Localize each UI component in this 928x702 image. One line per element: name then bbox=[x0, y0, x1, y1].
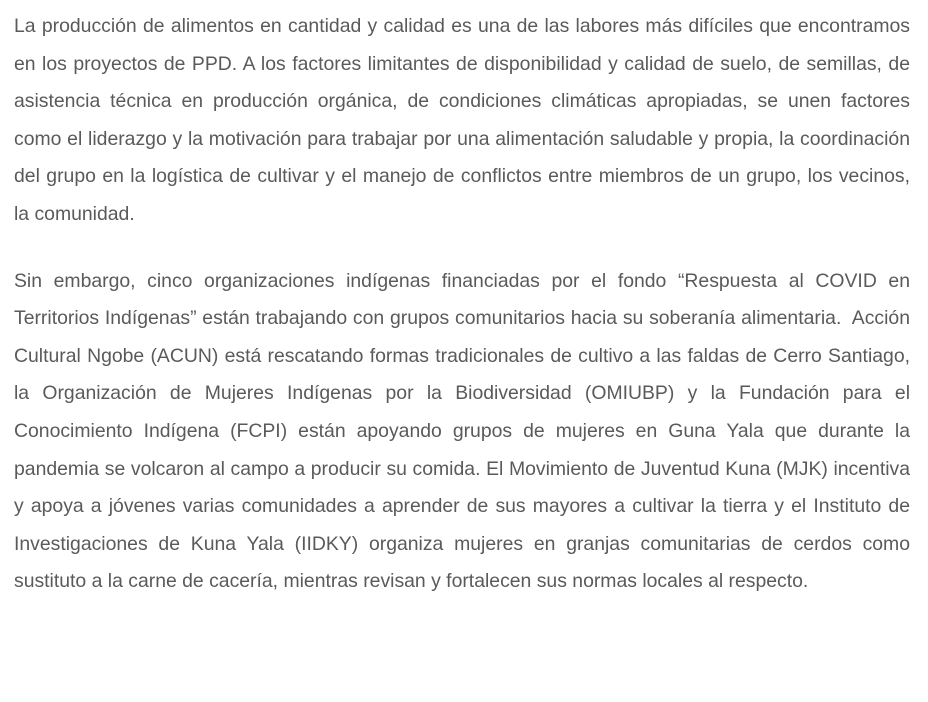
article-body bbox=[14, 8, 916, 630]
paragraph-indigenous-organizations: Sin embargo, cinco organizaciones indígenas financiadas por el fondo “Respuesta al COVID en Territorios Indígenas” están trabajando con grupos comunitarios hacia su soberanía alimentaria. Acción Cultural Ngobe (ACUN) está rescatando formas tradicionales de cultivo a las faldas de Cerro Santiago, la Organización de Mujeres Indígenas por la Biodiversidad (OMIUBP) y la Fundación para el Conocimiento Indígena (FCPI) están apoyando grupos de mujeres en Guna Yala que durante la pandemia se volcaron al campo a producir su comida. El Movimiento de Juventud Kuna (MJK) incentiva y apoya a jóvenes varias comunidades a aprender de sus mayores a cultivar la tierra y el Instituto de Investigaciones de Kuna Yala (IIDKY) organiza mujeres en granjas comunitarias de cerdos como sustituto a la carne de cacería, mientras revisan y fortalecen sus normas locales al respecto. bbox=[14, 269, 916, 593]
paragraph-food-production: La producción de alimentos en cantidad y calidad es una de las labores más difíciles que encontramos en los proyectos de PPD. A los factores limitantes de disponibilidad y calidad de suelo, de semillas, de asistencia técnica en producción orgánica, de condiciones climáticas apropiadas, se unen factores como el liderazgo y la motivación para trabajar por una alimentación saludable y propia, la coordinación del grupo en la logística de cultivar y el manejo de conflictos entre miembros de un grupo, los vecinos, la comunidad. bbox=[14, 15, 916, 225]
